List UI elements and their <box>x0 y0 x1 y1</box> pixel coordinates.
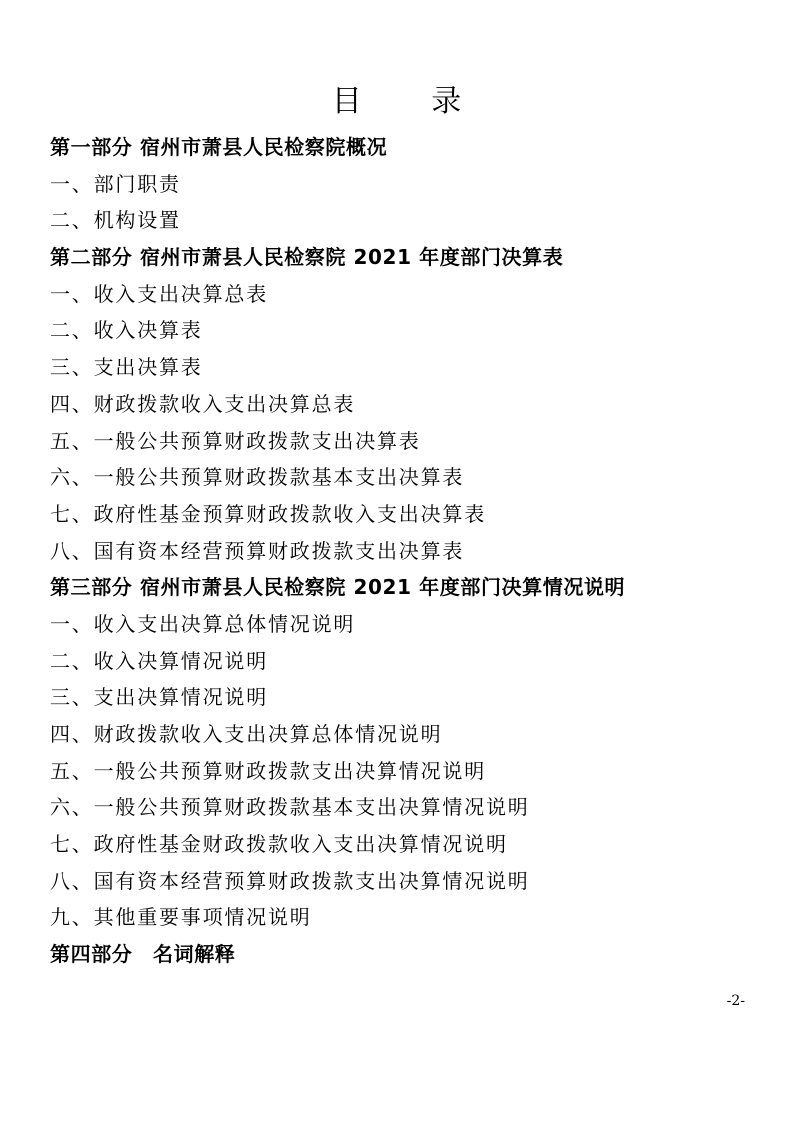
toc-item: 一、收入支出决算总体情况说明 <box>50 611 356 636</box>
toc-item: 七、政府性基金预算财政拨款收入支出决算表 <box>50 501 486 526</box>
toc-item: 一、部门职责 <box>50 171 181 196</box>
toc-part-heading: 第二部分 宿州市萧县人民检察院 2021 年度部门决算表 <box>50 245 564 270</box>
toc-item: 二、收入决算情况说明 <box>50 648 268 673</box>
toc-item: 六、一般公共预算财政拨款基本支出决算表 <box>50 465 465 490</box>
toc-part-heading: 第三部分 宿州市萧县人民检察院 2021 年度部门决算情况说明 <box>50 575 626 600</box>
toc-item: 二、机构设置 <box>50 208 181 233</box>
toc-item: 三、支出决算情况说明 <box>50 685 268 710</box>
toc-part-heading: 第四部分 名词解释 <box>50 942 236 967</box>
toc-item: 四、财政拨款收入支出决算总表 <box>50 391 356 416</box>
table-of-contents <box>50 129 770 973</box>
toc-item: 八、国有资本经营预算财政拨款支出决算表 <box>50 538 465 563</box>
toc-item: 六、一般公共预算财政拨款基本支出决算情况说明 <box>50 795 530 820</box>
toc-item: 一、收入支出决算总表 <box>50 281 268 306</box>
toc-item: 五、一般公共预算财政拨款支出决算情况说明 <box>50 758 486 783</box>
page-number: -2- <box>726 993 745 1009</box>
toc-item: 二、收入决算表 <box>50 318 203 343</box>
toc-item: 七、政府性基金财政拨款收入支出决算情况说明 <box>50 832 508 857</box>
toc-item: 三、支出决算表 <box>50 355 203 380</box>
page-title: 目 录 <box>331 84 492 119</box>
toc-item: 八、国有资本经营预算财政拨款支出决算情况说明 <box>50 868 530 893</box>
toc-item: 九、其他重要事项情况说明 <box>50 905 312 930</box>
toc-item: 四、财政拨款收入支出决算总体情况说明 <box>50 722 443 746</box>
toc-item: 五、一般公共预算财政拨款支出决算表 <box>50 428 421 453</box>
toc-part-heading: 第一部分 宿州市萧县人民检察院概况 <box>50 135 388 159</box>
